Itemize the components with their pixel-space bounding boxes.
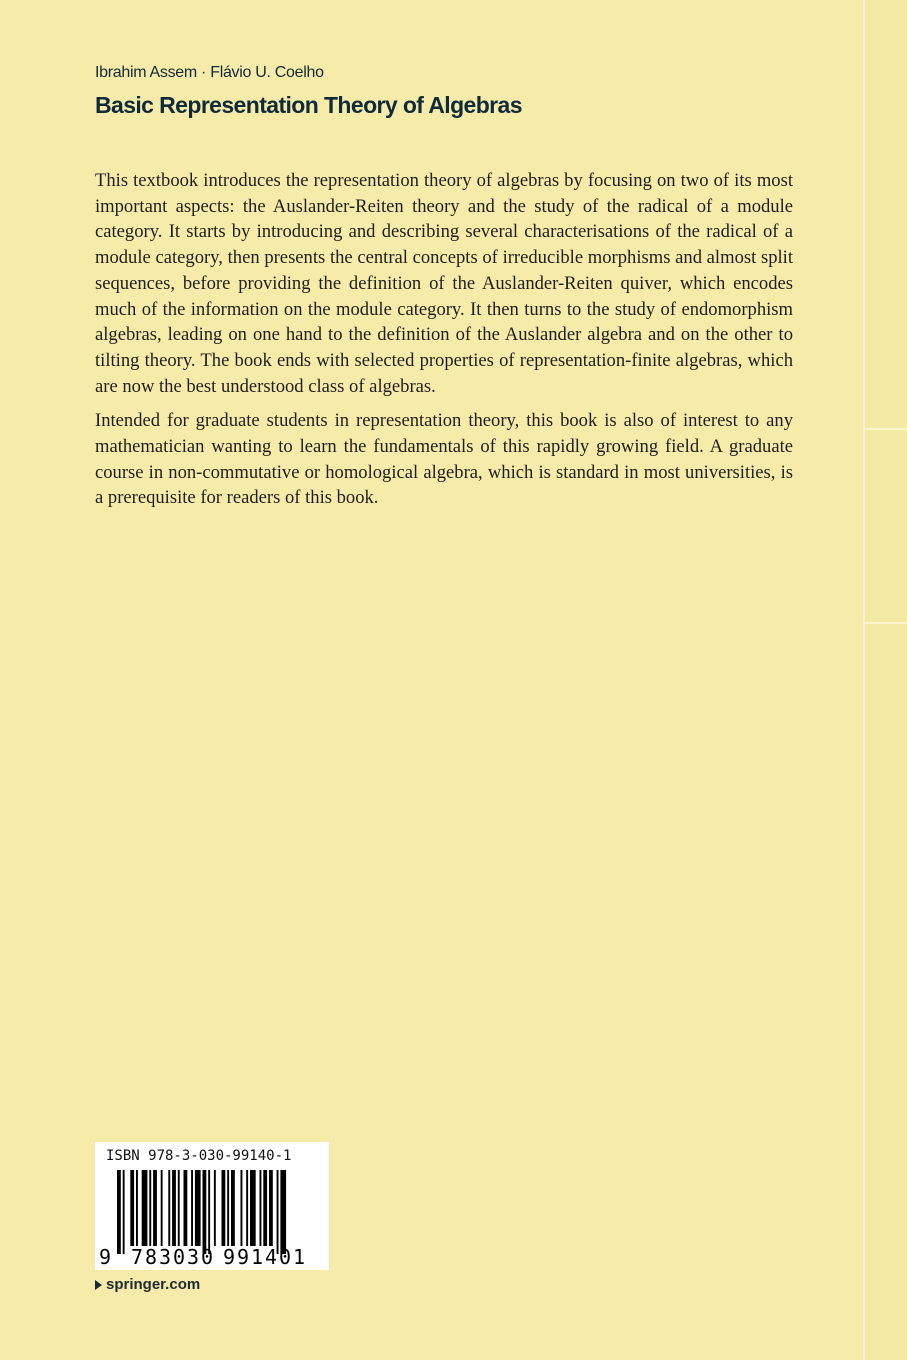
barcode-bar — [195, 1170, 201, 1246]
barcode-right-digits: 991401 — [223, 1245, 305, 1269]
barcode-bar — [222, 1170, 226, 1246]
barcode-bar — [172, 1170, 176, 1246]
spine-divider-bottom — [863, 622, 907, 624]
triangle-right-icon — [95, 1280, 102, 1290]
barcode-bar — [241, 1170, 243, 1246]
spine-divider-top — [863, 428, 907, 430]
isbn-label: ISBN 978-3-030-99140-1 — [106, 1148, 292, 1164]
barcode — [95, 1142, 329, 1270]
blurb — [95, 168, 793, 520]
barcode-left-digits: 783030 — [131, 1245, 213, 1269]
barcode-bar — [250, 1170, 256, 1246]
barcode-bar — [203, 1170, 207, 1254]
barcode-bar — [269, 1170, 273, 1246]
barcode-bar — [184, 1170, 188, 1246]
barcode-bar — [149, 1170, 151, 1246]
barcode-bar — [277, 1170, 279, 1254]
barcode-bar — [227, 1170, 229, 1246]
publisher-website: springer.com — [106, 1276, 201, 1293]
authors: Ibrahim Assem · Flávio U. Coelho — [95, 64, 324, 81]
barcode-bar — [123, 1170, 125, 1254]
barcode-bar — [178, 1170, 180, 1246]
spine-edge — [863, 0, 907, 1360]
barcode-bar — [260, 1170, 262, 1246]
publisher-link[interactable] — [95, 1276, 200, 1293]
barcode-bar — [280, 1170, 286, 1254]
barcode-bar — [246, 1170, 248, 1246]
barcode-bar — [142, 1170, 148, 1246]
book-title: Basic Representation Theory of Algebras — [95, 92, 522, 118]
barcode-bar — [130, 1170, 134, 1246]
blurb-paragraph: This textbook introduces the representation theory of algebras by focusing on two of its most important aspects: the Auslander-Reiten theory and the study of the radical of a module category. It starts by introducing and describing several characterisations of the radical of a module category, then presents the central concepts of irreducible morphisms and almost split sequences, before providing the definition of the Auslander-Reiten quiver, which encodes much of the information on the module category. It then turns to the study of endomorphism algebras, leading on one hand to the definition of the Auslander algebra and on the other to tilting theory. The book ends with selected properties of representation-finite algebras, which are now the best understood class of algebras. — [95, 170, 793, 397]
blurb-paragraph: Intended for graduate students in representation theory, this book is also of interest to any mathematician wanting to learn the fundamentals of this rapidly growing field. A graduate course in non-commutative or homological algebra, which is standard in most universities, is a prerequisite for readers of this book. — [95, 410, 793, 509]
barcode-bar — [161, 1170, 163, 1246]
barcode-bar — [263, 1170, 267, 1246]
barcode-bars — [95, 1142, 329, 1270]
barcode-bar — [231, 1170, 235, 1246]
barcode-bar — [214, 1170, 216, 1246]
barcode-bar — [168, 1170, 170, 1246]
barcode-bar — [153, 1170, 157, 1246]
barcode-bar — [117, 1170, 121, 1254]
barcode-bar — [208, 1170, 210, 1254]
barcode-lead-digit: 9 — [99, 1245, 112, 1269]
barcode-bar — [191, 1170, 193, 1246]
barcode-bar — [136, 1170, 138, 1246]
